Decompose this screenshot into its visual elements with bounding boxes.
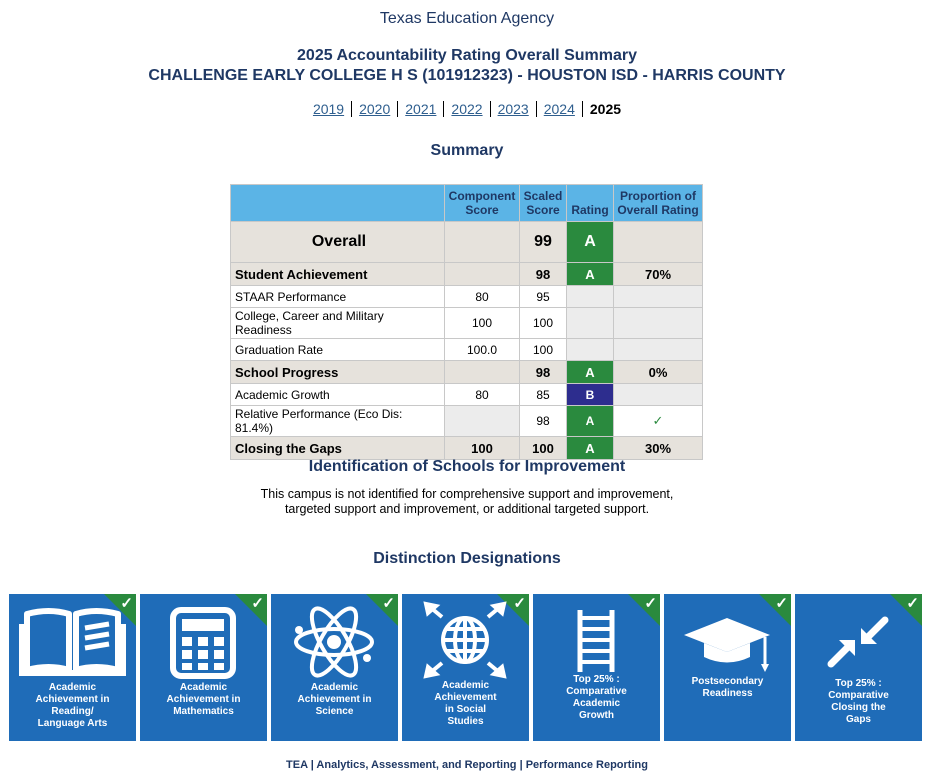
student-achievement-proportion: 70% — [614, 263, 703, 286]
check-icon: ✓ — [644, 595, 657, 612]
academic-growth-component: 80 — [445, 384, 520, 406]
relative-performance-component — [445, 406, 520, 437]
academic-growth-label: Academic Growth — [231, 384, 445, 406]
ccmr-component: 100 — [445, 308, 520, 339]
graduation-component: 100.0 — [445, 339, 520, 361]
header-blank — [231, 185, 445, 222]
year-link-2020[interactable]: 2020 — [352, 101, 398, 117]
year-link-2023[interactable]: 2023 — [491, 101, 537, 117]
student-achievement-label: Student Achievement — [231, 263, 445, 286]
tile-label-closing-gaps: Top 25% : Comparative Closing the Gaps — [828, 678, 889, 725]
graduation-cap-icon — [664, 600, 791, 680]
distinction-heading: Distinction Designations — [373, 550, 561, 567]
page-title: 2025 Accountability Rating Overall Summary — [297, 47, 637, 64]
check-icon: ✓ — [382, 595, 395, 612]
ccmr-proportion-empty — [614, 308, 703, 339]
tile-label-mathematics: Academic Achievement in Mathematics — [166, 682, 241, 717]
distinction-tile-closing-gaps[interactable] — [795, 594, 922, 741]
overall-label: Overall — [231, 222, 445, 263]
header-rating: Rating — [567, 185, 614, 222]
year-link-2022[interactable]: 2022 — [444, 101, 490, 117]
graduation-rating-empty — [567, 339, 614, 361]
globe-icon — [402, 600, 529, 680]
distinction-tile-postsecondary[interactable] — [664, 594, 791, 741]
distinction-tile-academic-growth[interactable] — [533, 594, 660, 741]
school-progress-rating-badge: A — [567, 361, 614, 384]
overall-scaled: 99 — [520, 222, 567, 263]
relative-performance-label: Relative Performance (Eco Dis: 81.4%) — [231, 406, 445, 437]
distinction-tile-mathematics[interactable] — [140, 594, 267, 741]
graduation-scaled: 100 — [520, 339, 567, 361]
identification-heading: Identification of Schools for Improvement — [308, 458, 626, 475]
school-progress-component — [445, 361, 520, 384]
table-row-overall — [231, 222, 703, 263]
distinction-tiles — [9, 594, 923, 741]
overall-component — [445, 222, 520, 263]
staar-label: STAAR Performance — [231, 286, 445, 308]
overall-rating-badge: A — [567, 222, 614, 263]
distinction-tile-reading[interactable] — [9, 594, 136, 741]
closing-gaps-component: 100 — [445, 437, 520, 460]
ccmr-label: College, Career and Military Readiness — [231, 308, 445, 339]
tile-label-science: Academic Achievement in Science — [297, 682, 372, 717]
student-achievement-scaled: 98 — [520, 263, 567, 286]
check-icon: ✓ — [775, 595, 788, 612]
header-proportion: Proportion of Overall Rating — [614, 185, 703, 222]
tile-label-social-studies: Academic Achievement in Social Studies — [434, 680, 497, 727]
identification-line-1: This campus is not identified for comprehensive support and improvement, — [260, 487, 674, 501]
table-row-staar — [231, 286, 703, 308]
atom-icon — [271, 600, 398, 680]
tile-label-academic-growth: Top 25% : Comparative Academic Growth — [566, 674, 627, 721]
year-link-2024[interactable]: 2024 — [537, 101, 583, 117]
year-link-2021[interactable]: 2021 — [398, 101, 444, 117]
footer: TEA | Analytics, Assessment, and Reporting | Performance Reporting — [286, 759, 648, 771]
identification-line-2: targeted support and improvement, or additional targeted support. — [284, 502, 650, 516]
tile-label-postsecondary: Postsecondary Readiness — [691, 676, 764, 699]
check-icon: ✓ — [652, 413, 664, 428]
school-progress-scaled: 98 — [520, 361, 567, 384]
relative-performance-cell — [614, 406, 703, 437]
header-component-score: Component Score — [445, 185, 520, 222]
table-row-school-progress — [231, 361, 703, 384]
table-row-academic-growth — [231, 384, 703, 406]
ladder-icon — [533, 600, 660, 680]
campus-subtitle: CHALLENGE EARLY COLLEGE H S (101912323) - HOUSTON ISD - HARRIS COUNTY — [148, 67, 786, 84]
table-row-relative-performance — [231, 406, 703, 437]
check-icon: ✓ — [906, 595, 919, 612]
table-row-ccmr — [231, 308, 703, 339]
student-achievement-rating-badge: A — [567, 263, 614, 286]
book-icon — [9, 600, 136, 680]
table-row-student-achievement — [231, 263, 703, 286]
year-current: 2025 — [589, 101, 622, 117]
staar-scaled: 95 — [520, 286, 567, 308]
graduation-label: Graduation Rate — [231, 339, 445, 361]
year-nav — [0, 101, 934, 117]
table-row-graduation — [231, 339, 703, 361]
identification-text — [0, 487, 934, 517]
closing-gaps-proportion: 30% — [614, 437, 703, 460]
agency-name: Texas Education Agency — [379, 10, 555, 27]
staar-proportion-empty — [614, 286, 703, 308]
check-icon: ✓ — [251, 595, 264, 612]
distinction-tile-science[interactable] — [271, 594, 398, 741]
academic-growth-proportion-empty — [614, 384, 703, 406]
table-header-row — [231, 185, 703, 222]
closing-gaps-label: Closing the Gaps — [231, 437, 445, 460]
closing-gaps-rating-badge: A — [567, 437, 614, 460]
overall-proportion — [614, 222, 703, 263]
closing-gaps-scaled: 100 — [520, 437, 567, 460]
ccmr-scaled: 100 — [520, 308, 567, 339]
check-icon: ✓ — [120, 595, 133, 612]
graduation-proportion-empty — [614, 339, 703, 361]
year-link-2019[interactable]: 2019 — [306, 101, 352, 117]
header-scaled-score: Scaled Score — [520, 185, 567, 222]
arrows-inward-icon — [795, 600, 922, 680]
tile-label-reading: Academic Achievement in Reading/ Language Arts — [35, 682, 110, 729]
calculator-icon — [140, 600, 267, 680]
check-icon: ✓ — [513, 595, 526, 612]
relative-performance-rating-badge: A — [567, 406, 614, 437]
staar-component: 80 — [445, 286, 520, 308]
relative-performance-scaled: 98 — [520, 406, 567, 437]
academic-growth-rating-badge: B — [567, 384, 614, 406]
summary-heading: Summary — [430, 142, 504, 159]
summary-table — [230, 184, 703, 460]
academic-growth-scaled: 85 — [520, 384, 567, 406]
distinction-tile-social-studies[interactable] — [402, 594, 529, 741]
school-progress-proportion: 0% — [614, 361, 703, 384]
staar-rating-empty — [567, 286, 614, 308]
school-progress-label: School Progress — [231, 361, 445, 384]
student-achievement-component — [445, 263, 520, 286]
table-row-closing-gaps — [231, 437, 703, 460]
ccmr-rating-empty — [567, 308, 614, 339]
